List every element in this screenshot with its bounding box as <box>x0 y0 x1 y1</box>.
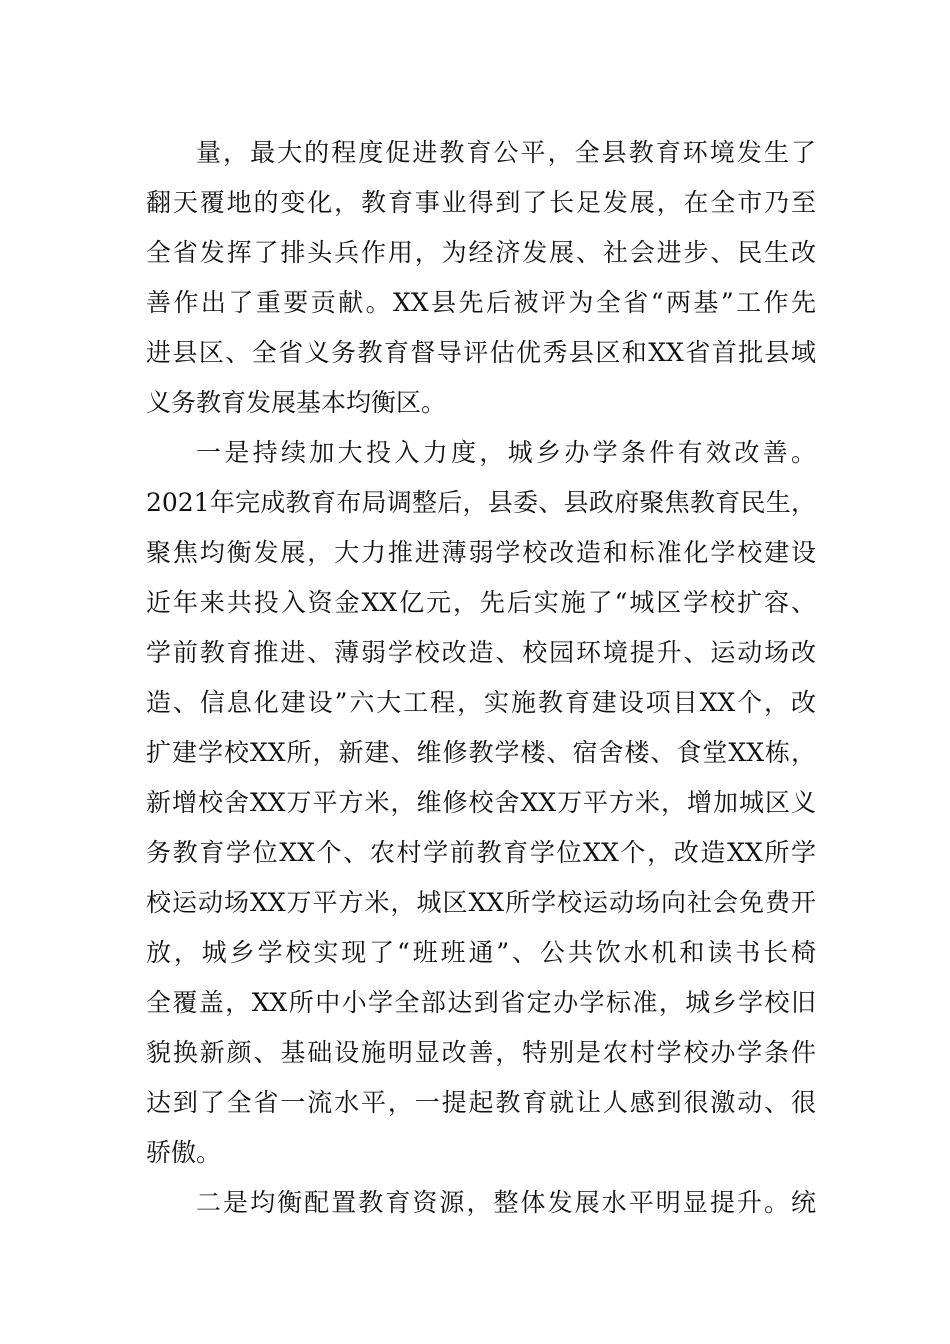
text-line: 达到了全省一流水平，一提起教育就让人感到很激动、很 <box>146 1088 816 1117</box>
text-line: 校运动场XX万平方米，城区XX所学校运动场向社会免费开 <box>146 888 816 917</box>
text-line: 近年来共投入资金XX亿元，先后实施了“城区学校扩容、 <box>146 588 816 617</box>
text-line: 学前教育推进、薄弱学校改造、校园环境提升、运动场改 <box>146 638 816 667</box>
text-line: 骄傲。 <box>146 1138 222 1167</box>
text-line: 2021年完成教育布局调整后，县委、县政府聚焦教育民生， <box>146 488 816 517</box>
text-line: 一是持续加大投入力度，城乡办学条件有效改善。 <box>196 438 816 467</box>
text-line: 放，城乡学校实现了“班班通”、公共饮水机和读书长椅 <box>146 938 816 967</box>
text-line: 二是均衡配置教育资源，整体发展水平明显提升。统 <box>196 1188 816 1217</box>
text-line: 进县区、全省义务教育督导评估优秀县区和XX省首批县域 <box>146 338 816 367</box>
text-line: 造、信息化建设”六大工程，实施教育建设项目XX个，改 <box>146 688 816 717</box>
text-line: 全省发挥了排头兵作用，为经济发展、社会进步、民生改 <box>146 238 816 267</box>
text-line: 新增校舍XX万平方米，维修校舍XX万平方米，增加城区义 <box>146 788 816 817</box>
text-line: 聚焦均衡发展，大力推进薄弱学校改造和标准化学校建设 <box>146 538 816 567</box>
text-line: 义务教育发展基本均衡区。 <box>146 388 447 417</box>
text-line: 量，最大的程度促进教育公平，全县教育环境发生了 <box>196 138 816 167</box>
text-line: 全覆盖，XX所中小学全部达到省定办学标准，城乡学校旧 <box>146 988 816 1017</box>
text-line: 扩建学校XX所，新建、维修教学楼、宿舍楼、食堂XX栋， <box>146 738 816 767</box>
text-line: 翻天覆地的变化，教育事业得到了长足发展，在全市乃至 <box>146 188 816 217</box>
text-line: 善作出了重要贡献。XX县先后被评为全省“两基”工作先 <box>146 288 816 317</box>
text-line: 貌换新颜、基础设施明显改善，特别是农村学校办学条件 <box>146 1038 816 1067</box>
text-line: 务教育学位XX个、农村学前教育学位XX个，改造XX所学 <box>146 838 816 867</box>
